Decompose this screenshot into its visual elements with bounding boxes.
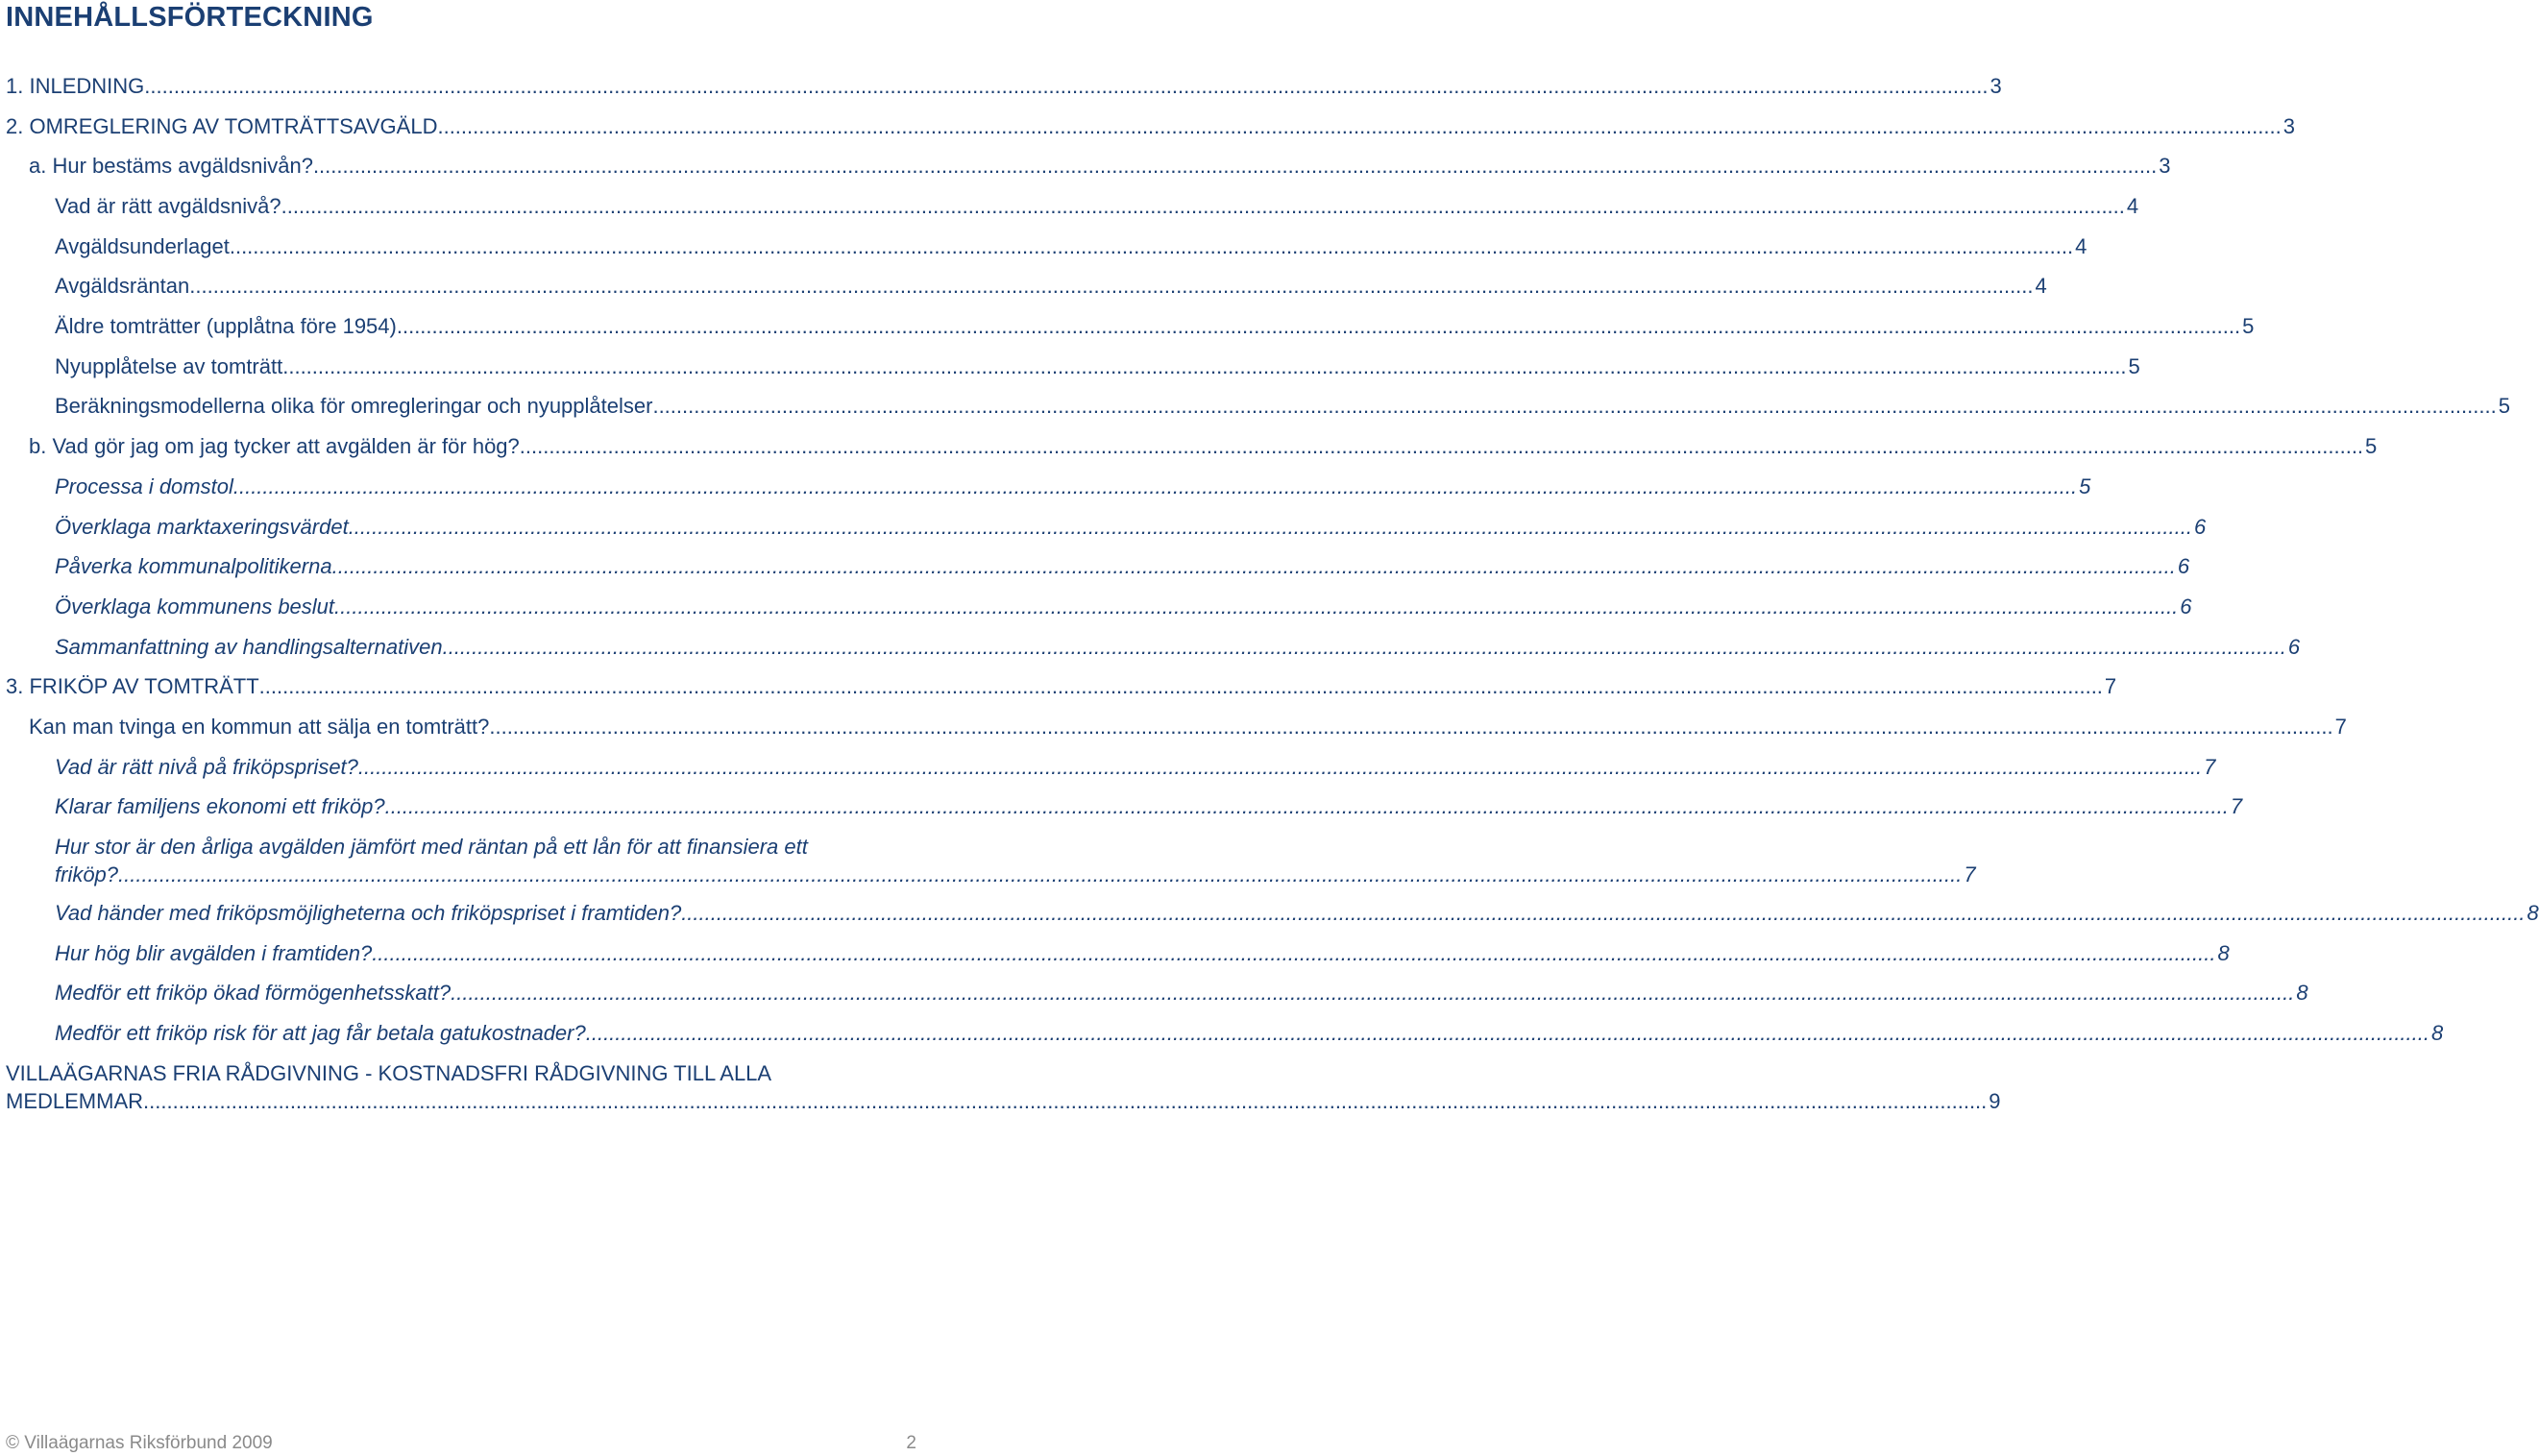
- toc-entry-frikop[interactable]: [6, 673, 2117, 700]
- toc-entry-berakningsmodellerna[interactable]: [55, 393, 2510, 420]
- toc-entry-page: 3: [1990, 74, 2002, 98]
- toc-entry-page: 4: [2035, 274, 2047, 298]
- dot-leader: ..........................................................................................................................................................................................................................................................................................................................: [118, 862, 1963, 886]
- toc-heading: INNEHÅLLSFÖRTECKNING: [6, 2, 374, 33]
- toc-entry-text: Påverka kommunalpolitikerna: [55, 554, 332, 578]
- toc-entry-processa[interactable]: [55, 473, 2091, 500]
- toc-entry-page: 3: [2159, 154, 2171, 178]
- toc-entry-page: 6: [2287, 635, 2301, 659]
- toc-entry-overklaga-marktaxering[interactable]: [55, 514, 2207, 541]
- toc-entry-page: 6: [2177, 554, 2190, 578]
- dot-leader: ..........................................................................................................................................................................................................................................................................................................................: [681, 901, 2526, 925]
- toc-entry-page: 4: [2075, 234, 2087, 258]
- dot-leader: ..........................................................................................................................................................................................................................................................................................................................: [384, 794, 2229, 818]
- toc-entry-overklaga-beslut[interactable]: [55, 594, 2192, 620]
- toc-entry-text: b. Vad gör jag om jag tycker att avgälden är för hög?: [29, 434, 520, 458]
- footer-page-number: 2: [906, 1433, 916, 1453]
- toc-entry-tvinga-kommun[interactable]: [29, 714, 2347, 740]
- toc-entry-text-continued: MEDLEMMAR: [6, 1089, 144, 1113]
- page-footer: [6, 1432, 916, 1455]
- toc-entry-text: Sammanfattning av handlingsalternativen: [55, 635, 443, 659]
- toc-entry-avgaldsrantan[interactable]: [55, 273, 2047, 300]
- toc-entry-avgalden-framtiden[interactable]: [55, 940, 2230, 967]
- toc-entry-gatukostnader[interactable]: [55, 1020, 2444, 1047]
- dot-leader: ..........................................................................................................................................................................................................................................................................................................................: [312, 154, 2158, 178]
- toc-entry-page: 5: [2365, 434, 2378, 458]
- dot-leader: ..........................................................................................................................................................................................................................................................................................................................: [519, 434, 2364, 458]
- toc-entry-text: Kan man tvinga en kommun att sälja en tomträtt?: [29, 715, 490, 739]
- toc-entry-page: 5: [2079, 474, 2091, 498]
- dot-leader: ..........................................................................................................................................................................................................................................................................................................................: [334, 595, 2179, 619]
- toc-entry-page: 3: [2283, 114, 2295, 138]
- dot-leader: ..........................................................................................................................................................................................................................................................................................................................: [585, 1021, 2429, 1045]
- toc-entry-paverka[interactable]: [55, 553, 2190, 580]
- dot-leader: ..........................................................................................................................................................................................................................................................................................................................: [652, 394, 2497, 418]
- dot-leader: ..........................................................................................................................................................................................................................................................................................................................: [189, 274, 2034, 298]
- toc-entry-text: Klarar familjens ekonomi ett friköp?: [55, 794, 385, 818]
- toc-entry-text: Vad är rätt avgäldsnivå?: [55, 194, 281, 218]
- toc-entry-page: 8: [2431, 1021, 2444, 1045]
- toc-entry-familjens-ekonomi[interactable]: [55, 793, 2243, 820]
- toc-entry-inledning[interactable]: [6, 73, 2002, 100]
- toc-entry-text: Medför ett friköp ökad förmögenhetsskatt?: [55, 981, 452, 1005]
- toc-entry-ratt-niva-frikopspris[interactable]: [55, 754, 2216, 781]
- toc-entry-arliga-avgalden[interactable]: [55, 833, 1976, 888]
- toc-entry-avgaldsunderlaget[interactable]: [55, 233, 2087, 260]
- dot-leader: ..........................................................................................................................................................................................................................................................................................................................: [372, 941, 2216, 965]
- toc-entry-page: 8: [2217, 941, 2230, 965]
- toc-entry-text: Nyupplåtelse av tomträtt: [55, 354, 283, 378]
- dot-leader: ..........................................................................................................................................................................................................................................................................................................................: [348, 515, 2192, 539]
- dot-leader: ..........................................................................................................................................................................................................................................................................................................................: [331, 554, 2176, 578]
- toc-entry-page: 6: [2180, 595, 2192, 619]
- toc-entry-page: 7: [2334, 715, 2347, 739]
- dot-leader: ..........................................................................................................................................................................................................................................................................................................................: [143, 1089, 1988, 1113]
- toc-entry-page: 7: [2104, 674, 2117, 698]
- toc-entry-framtiden-frikop[interactable]: [55, 900, 2539, 927]
- dot-leader: ..........................................................................................................................................................................................................................................................................................................................: [489, 715, 2333, 739]
- toc-entry-text: 3. FRIKÖP AV TOMTRÄTT: [6, 674, 259, 698]
- toc-entry-text: Vad är rätt nivå på friköpspriset?: [55, 755, 358, 779]
- toc-entry-text: Vad händer med friköpsmöjligheterna och friköpspriset i framtiden?: [55, 901, 682, 925]
- toc-entry-text: 1. INLEDNING: [6, 74, 145, 98]
- toc-entry-text: Beräkningsmodellerna olika för omregleringar och nyupplåtelser: [55, 394, 653, 418]
- toc-entry-ratt-avgaldsniva[interactable]: [55, 193, 2139, 220]
- dot-leader: ..........................................................................................................................................................................................................................................................................................................................: [451, 981, 2295, 1005]
- toc-entry-text: Överklaga kommunens beslut: [55, 595, 335, 619]
- toc-entry-page: 8: [2527, 901, 2539, 925]
- toc-entry-text: Medför ett friköp risk för att jag får betala gatukostnader?: [55, 1021, 586, 1045]
- dot-leader: ..........................................................................................................................................................................................................................................................................................................................: [282, 354, 2127, 378]
- dot-leader: ..........................................................................................................................................................................................................................................................................................................................: [229, 234, 2074, 258]
- toc-entry-radgivning[interactable]: [6, 1059, 2001, 1115]
- toc-entry-text: a. Hur bestäms avgäldsnivån?: [29, 154, 313, 178]
- toc-entry-text: Processa i domstol: [55, 474, 233, 498]
- toc-entry-page: 8: [2296, 981, 2308, 1005]
- dot-leader: ..........................................................................................................................................................................................................................................................................................................................: [281, 194, 2125, 218]
- toc-entry-text: Hur hög blir avgälden i framtiden?: [55, 941, 373, 965]
- toc-entry-page: 9: [1989, 1089, 2001, 1113]
- toc-entry-text: Överklaga marktaxeringsvärdet: [55, 515, 349, 539]
- toc-entry-page: 4: [2126, 194, 2139, 218]
- toc-entry-page: 7: [2230, 794, 2243, 818]
- toc-entry-formogenhetsskatt[interactable]: [55, 980, 2308, 1007]
- toc-entry-text-continued: friköp?: [55, 862, 119, 886]
- toc-entry-page: 7: [2204, 755, 2216, 779]
- toc-entry-page: 5: [2128, 354, 2140, 378]
- toc-entry-aldre-tomtratter[interactable]: [55, 313, 2255, 340]
- toc-entry-vad-gor-jag[interactable]: [29, 433, 2378, 460]
- toc-entry-page: 5: [2242, 314, 2255, 338]
- dot-leader: ..........................................................................................................................................................................................................................................................................................................................: [396, 314, 2241, 338]
- toc-entry-hur-bestams[interactable]: [29, 153, 2171, 180]
- toc-entry-text: Hur stor är den årliga avgälden jämfört med räntan på ett lån för att finansiera ett: [55, 835, 808, 859]
- toc-entry-page: 6: [2193, 515, 2207, 539]
- toc-entry-text: 2. OMREGLERING AV TOMTRÄTTSAVGÄLD: [6, 114, 438, 138]
- toc-entry-text: Avgäldsräntan: [55, 274, 190, 298]
- dot-leader: ..........................................................................................................................................................................................................................................................................................................................: [357, 755, 2203, 779]
- toc-entry-page: 5: [2498, 394, 2510, 418]
- toc-entry-page: 7: [1964, 862, 1976, 886]
- toc-entry-sammanfattning[interactable]: [55, 634, 2301, 661]
- footer-copyright: © Villaägarnas Riksförbund 2009: [6, 1433, 273, 1453]
- dot-leader: ..........................................................................................................................................................................................................................................................................................................................: [442, 635, 2286, 659]
- dot-leader: ..........................................................................................................................................................................................................................................................................................................................: [258, 674, 2103, 698]
- toc-entry-omreglering[interactable]: [6, 113, 2295, 140]
- dot-leader: ..........................................................................................................................................................................................................................................................................................................................: [144, 74, 1989, 98]
- toc-entry-text: Äldre tomträtter (upplåtna före 1954): [55, 314, 397, 338]
- toc-entry-text: VILLAÄGARNAS FRIA RÅDGIVNING - KOSTNADSFRI RÅDGIVNING TILL ALLA: [6, 1061, 772, 1085]
- dot-leader: ..........................................................................................................................................................................................................................................................................................................................: [232, 474, 2078, 498]
- toc-entry-nyupplatelse[interactable]: [55, 353, 2140, 380]
- dot-leader: ..........................................................................................................................................................................................................................................................................................................................: [437, 114, 2282, 138]
- toc-entry-text: Avgäldsunderlaget: [55, 234, 230, 258]
